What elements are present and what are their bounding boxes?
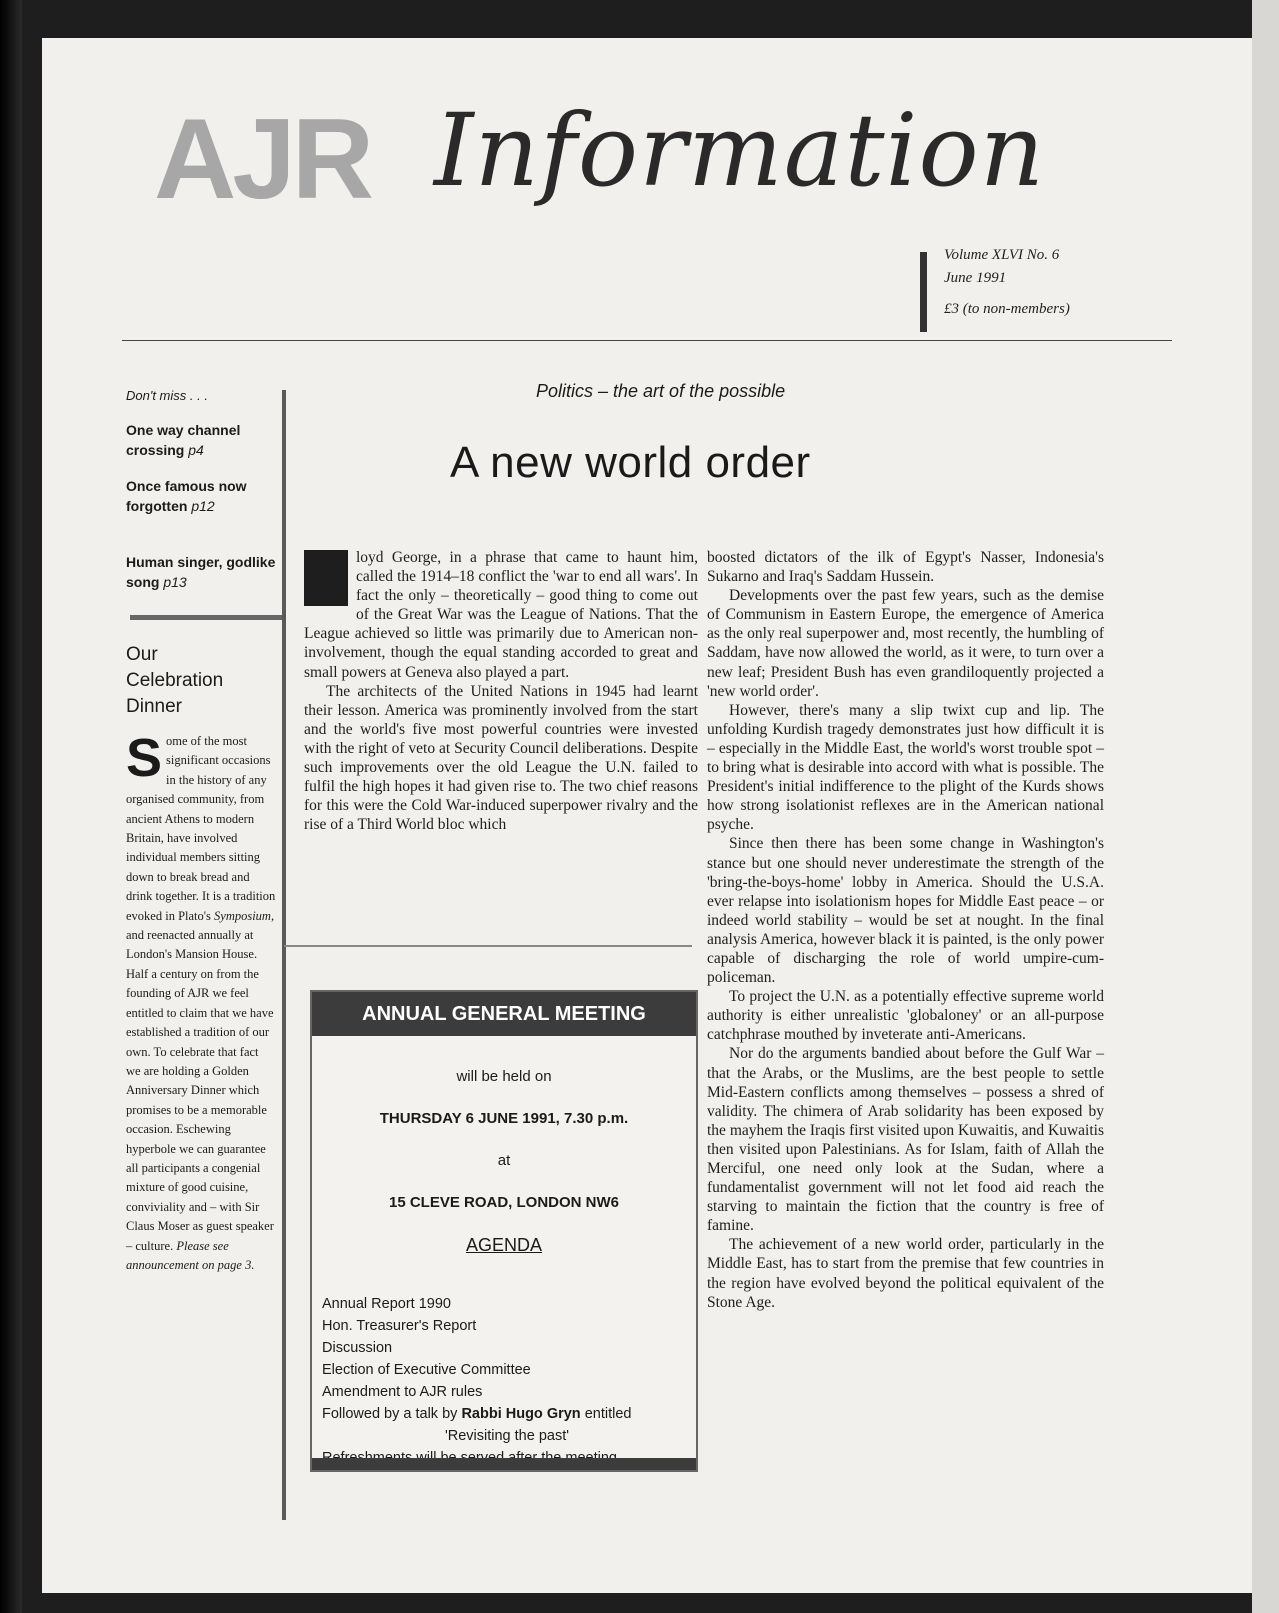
sidebar-item-crossing — [126, 420, 276, 460]
celebration-dropcap: S — [126, 728, 163, 788]
masthead-logo-ajr: AJR — [154, 96, 371, 223]
agenda-talk-title: 'Revisiting the past' — [444, 1428, 569, 1444]
dropcap-l-block — [304, 550, 348, 606]
agm-title: ANNUAL GENERAL MEETING — [312, 992, 696, 1036]
masthead-logo-information: Information — [434, 92, 1046, 209]
article-paragraph: Nor do the arguments bandied about before the Gulf War – that the Arabs, or the Muslims, are the best people to settle Mid-Eastern conflicts among themselves – possess a shred of validity. The chimera of Arab solidarity has been exposed by the mayhem the Iraqis first visited upon Kuwaitis, and Kuwaitis then visited upon Palestinians. As for Islam, faith of Allah the Merciful, one need only look at the Sudan, where a fundamentalist government will not let food aid reach the starving to maintain the fiction that the country is free of famine. — [707, 1045, 1104, 1235]
celebration-title-line: Dinner — [126, 696, 182, 717]
article-paragraph: The achievement of a new world order, particularly in the Middle East, has to start from the premise that few countries in the region have evolved beyond the political equivalent of the Stone Age. — [707, 1236, 1104, 1311]
agm-top-rule — [284, 945, 692, 947]
agenda-item: Discussion — [322, 1340, 393, 1356]
celebration-text — [126, 728, 276, 1275]
sidebar-divider — [282, 390, 286, 1520]
masthead-rule — [122, 340, 1172, 341]
celebration-see-page: Please see announcement on page 3. — [126, 1238, 255, 1272]
talk-prefix: Followed by a talk by — [322, 1406, 462, 1422]
celebration-body: ome of the most significant occasions in the history of any organised community, from ancient Athens to modern Britain, have involved individual members sitting down to break bread and drink together. It is a tradition evoked in Plato's — [126, 734, 276, 923]
article-paragraph: To project the U.N. as a potentially effective supreme world authority is either unrealistic 'globaloney' or an all-purpose catchphrase mouthed by inveterate anti-Americans. — [707, 988, 1104, 1044]
sidebar-item-title: One way channel crossing — [126, 422, 241, 458]
celebration-title-line: Celebration — [126, 670, 224, 691]
article-paragraph: boosted dictators of the ilk of Egypt's Nasser, Indonesia's Sukarno and Iraq's Saddam Hussein. — [707, 549, 1104, 586]
sidebar-item-page: p12 — [191, 498, 215, 514]
celebration-symposium: Symposium, — [214, 908, 275, 923]
article-paragraph — [304, 548, 698, 682]
article-column-1 — [304, 548, 698, 834]
agm-held-on: will be held on — [456, 1068, 552, 1085]
agm-agenda-heading: AGENDA — [465, 1235, 543, 1255]
agenda-item: Amendment to AJR rules — [322, 1384, 483, 1400]
agm-footer-bar — [312, 1458, 696, 1470]
issue-price: £3 (to non-members) — [944, 301, 1070, 317]
sidebar-separator — [130, 615, 284, 620]
newsletter-page — [42, 38, 1252, 1593]
agm-agenda-list — [322, 1293, 692, 1469]
agm-at: at — [497, 1152, 511, 1169]
issue-date: June 1991 — [944, 270, 1007, 286]
article-column-2 — [707, 548, 1104, 1312]
talk-suffix: entitled — [580, 1406, 632, 1422]
issue-volume: Volume XLVI No. 6 — [944, 247, 1060, 263]
agenda-item: Annual Report 1990 — [322, 1296, 451, 1312]
issue-info — [944, 244, 1070, 321]
talk-speaker: Rabbi Hugo Gryn — [461, 1406, 581, 1422]
agm-date: THURSDAY 6 JUNE 1991, 7.30 p.m. — [379, 1110, 629, 1127]
issue-info-bar — [920, 252, 927, 332]
sidebar-item-singer — [126, 552, 276, 592]
article-paragraph: Developments over the past few years, such as the demise of Communism in Eastern Europe, the emergence of America as the only real superpower and, most recently, the humbling of Saddam, have now allowed the world, as it were, to turn over a new leaf; President Bush has even grandiloquently projected a 'new world order'. — [707, 587, 1104, 700]
agenda-talk — [322, 1403, 692, 1425]
agenda-item: Election of Executive Committee — [322, 1362, 531, 1378]
dont-miss-label: Don't miss . . . — [126, 388, 208, 403]
article-paragraph: Since then there has been some change in Washington's stance but one should never underestimate the strength of the 'bring-the-boys-home' lobby in America. Should the U.S.A. ever relapse into isolationism hopes for Middle East peace – or indeed world stability – would be set at nought. In the final analysis America, however black it is painted, is the only power capable of discharging the role of world umpire-cum-policeman. — [707, 835, 1104, 987]
agm-venue: 15 CLEVE ROAD, LONDON NW6 — [388, 1194, 620, 1211]
sidebar-item-page: p4 — [188, 442, 204, 458]
agm-notice-box — [310, 990, 698, 1472]
agenda-item: Hon. Treasurer's Report — [322, 1318, 477, 1334]
article-kicker: Politics – the art of the possible — [536, 381, 786, 401]
sidebar-item-title: Human singer, godlike song — [126, 554, 276, 590]
article-paragraph: The architects of the United Nations in 1945 had learnt their lesson. America was prominently involved from the start and the world's five most powerful countries were invested with the right of veto at Security Council deliberations. Despite such improvements over the old League the U.N. failed to fulfil the high hopes it had given rise to. The two chief reasons for this were the Cold War-induced superpower rivalry and the rise of a Third World bloc which — [304, 682, 698, 834]
article-headline: A new world order — [450, 438, 811, 487]
celebration-title-line: Our — [126, 644, 158, 665]
sidebar-item-forgotten — [126, 476, 276, 516]
sidebar-item-page: p13 — [163, 574, 187, 590]
paragraph-text: loyd George, in a phrase that came to haunt him, called the 1914–18 conflict the 'war to end all wars'. In fact the only – theoretically – good thing to come out of the Great War was the League of Nations. That the League achieved so little was primarily due to American non-involvement, though the equal standing accorded to great and small powers at Geneva also played a part. — [304, 549, 698, 681]
celebration-title — [126, 642, 223, 720]
celebration-body-cont: and reenacted annually at London's Mansion House. Half a century on from the founding of AJR we feel entitled to claim that we have established a tradition of our own. To celebrate that fact we are holding a Golden Anniversary Dinner which promises to be a memorable occasion. Eschewing hyperbole we can guarantee all participants a congenial mixture of good cuisine, conviviality and – with Sir Claus Moser as guest speaker – culture. — [126, 928, 274, 1253]
page-edge — [1252, 0, 1279, 1613]
page-binding-shadow — [0, 0, 22, 1613]
sidebar-item-title: Once famous now forgotten — [126, 478, 247, 514]
article-paragraph: However, there's many a slip twixt cup and lip. The unfolding Kurdish tragedy demonstrates just how difficult it is – especially in the Middle East, the world's worst trouble spot – to bring what is desirable into accord with what is possible. The President's initial indifference to the plight of the Kurds shows how strong isolationist reflexes are in the American national psyche. — [707, 701, 1104, 834]
